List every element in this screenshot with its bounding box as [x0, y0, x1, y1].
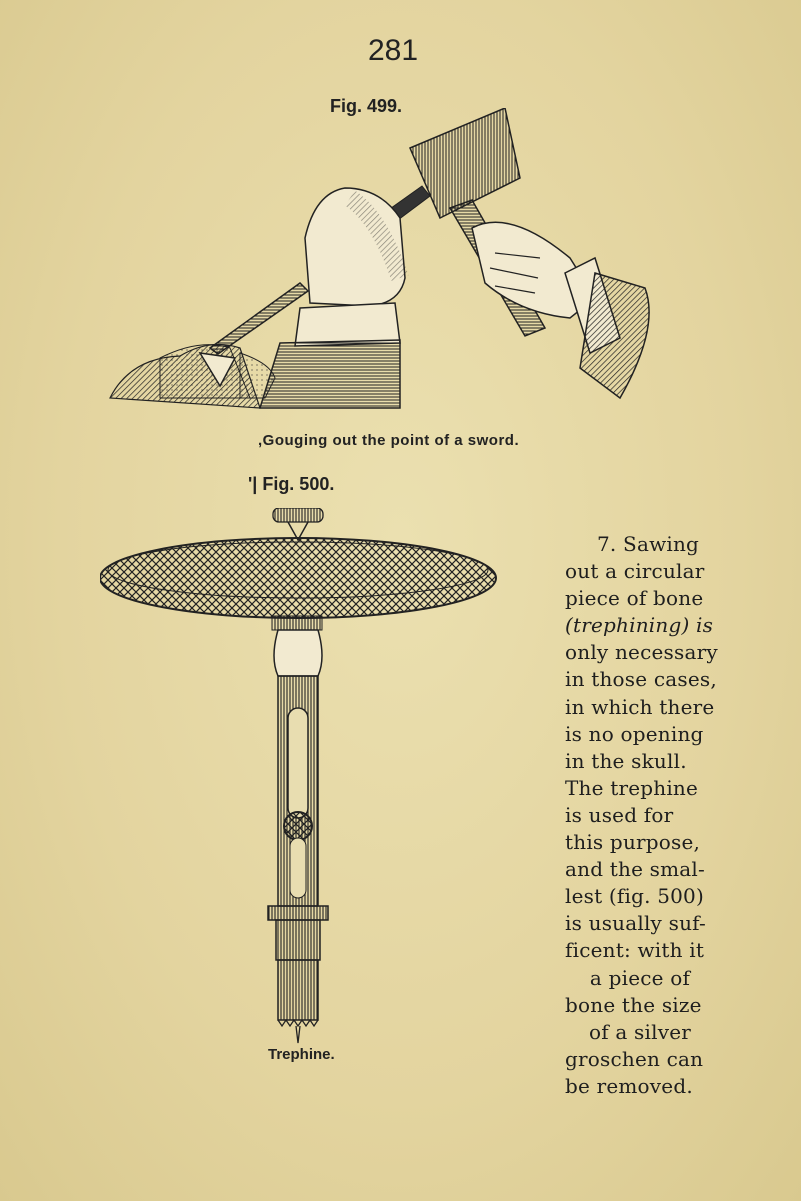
text-line: and the smal- — [565, 857, 705, 882]
text-line: bone the size — [565, 992, 702, 1017]
text-line: 7. Sawing — [597, 532, 700, 556]
skull-drawing — [110, 344, 275, 408]
text-line: The trephine — [565, 775, 699, 800]
trephine-knob — [273, 508, 323, 522]
figure-500-illustration — [100, 508, 510, 1048]
text-line: only necessary — [565, 640, 718, 665]
right-hand-drawing — [472, 222, 649, 398]
text-line: is used for — [565, 802, 674, 827]
text-line: ficent: with it — [565, 938, 705, 963]
trephine-crown — [278, 960, 318, 1020]
trephine-handle — [100, 538, 496, 618]
page-number: 281 — [368, 34, 419, 67]
figure-499-illustration — [100, 108, 680, 428]
text-line: is no opening — [565, 721, 704, 746]
text-line: a piece of — [589, 965, 691, 990]
text-line: in the skull. — [565, 748, 687, 773]
figure-500-caption: Trephine. — [268, 1046, 335, 1063]
figure-499-label: Fig. 499. — [330, 96, 403, 116]
text-line: in those cases, — [565, 667, 717, 692]
figure-499-caption: ,Gouging out the point of a sword. — [258, 432, 520, 449]
text-line: piece of bone — [565, 586, 704, 611]
figure-500-label: '| Fig. 500. — [248, 474, 335, 494]
text-line: in which there — [565, 694, 715, 719]
text-line: is usually suf- — [565, 911, 707, 936]
body-paragraph — [565, 531, 718, 1100]
text-line: of a silver — [588, 1019, 692, 1044]
text-line: (trephining) is — [565, 613, 714, 638]
text-line: this purpose, — [565, 830, 701, 855]
text-line: lest (fig. 500) — [565, 884, 704, 909]
text-line: out a circular — [565, 559, 705, 584]
text-line: groschen can — [565, 1046, 704, 1071]
text-line: be removed. — [565, 1073, 693, 1098]
